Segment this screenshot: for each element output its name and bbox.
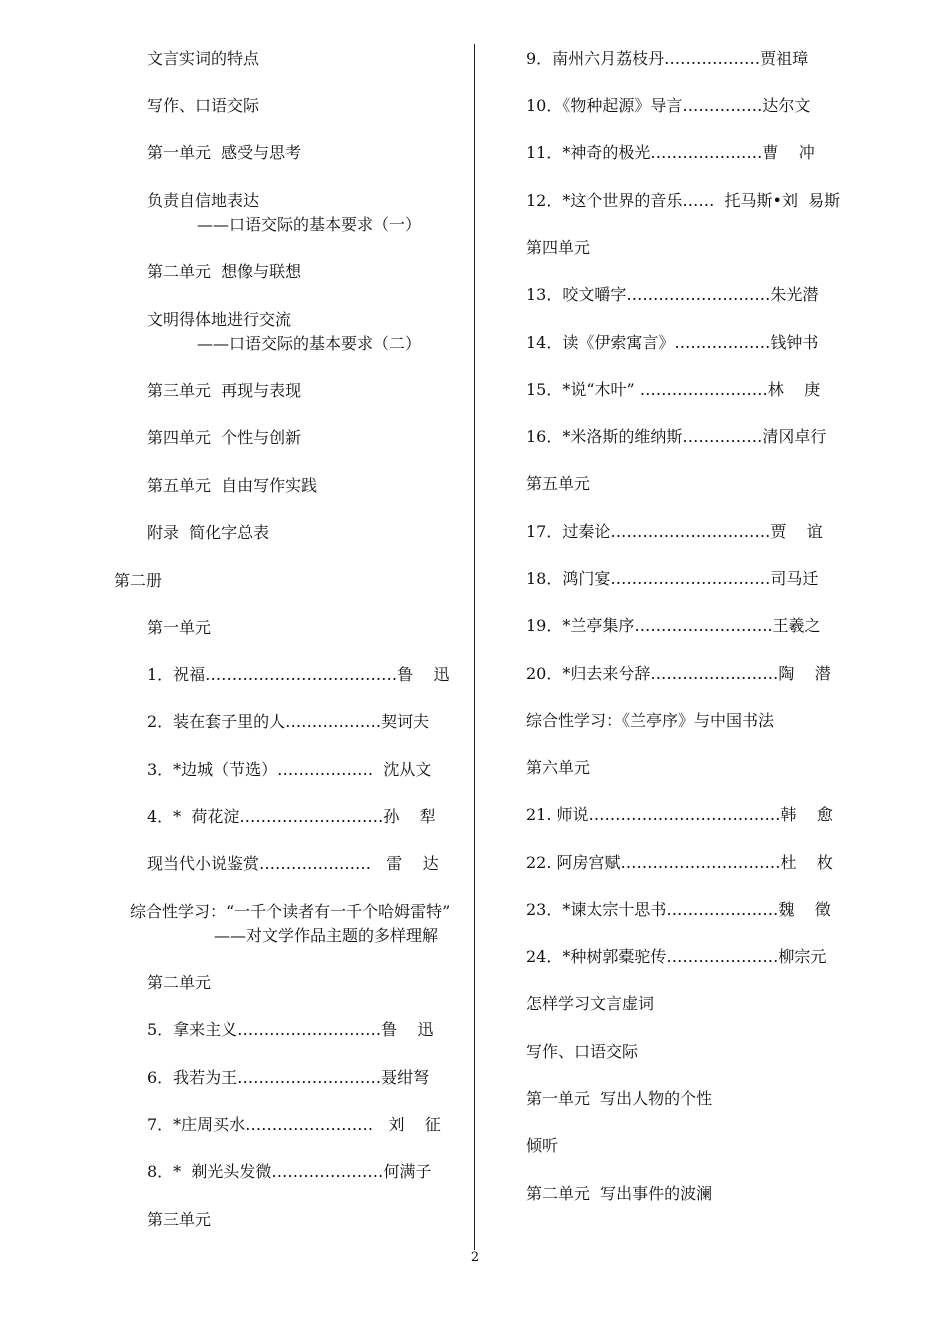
toc-subtitle: ——对文学作品主题的多样理解 — [214, 926, 439, 945]
toc-entry: 怎样学习文言虚词 — [526, 994, 655, 1013]
toc-entry: 第三单元 再现与表现 — [147, 381, 302, 400]
volume-heading: 第二册 — [114, 571, 163, 590]
toc-entry: 20．*归去来兮辞……………………陶 潜 — [526, 664, 831, 683]
toc-entry: 第四单元 个性与创新 — [147, 428, 302, 447]
toc-entry: 23．*谏太宗十思书…………………魏 徵 — [526, 900, 831, 919]
toc-entry: 第五单元 自由写作实践 — [147, 476, 318, 495]
toc-entry: 19．*兰亭集序……………………..王羲之 — [526, 616, 821, 635]
unit-heading: 第四单元 — [526, 238, 591, 257]
unit-heading: 第五单元 — [526, 474, 591, 493]
toc-entry: 7．*庄周买水…………………… 刘 征 — [147, 1115, 441, 1134]
toc-entry: 21. 师说………………………………韩 愈 — [526, 805, 833, 824]
toc-entry: 综合性学习：“一千个读者有一千个哈姆雷特” — [130, 902, 451, 921]
toc-subtitle: ——口语交际的基本要求（二） — [197, 334, 422, 353]
toc-entry: 5．拿来主义………………………鲁 迅 — [147, 1020, 434, 1039]
toc-entry: 22. 阿房宫赋…………………………杜 枚 — [526, 853, 833, 872]
toc-entry: 负责自信地表达 — [147, 191, 260, 210]
unit-heading: 第三单元 — [147, 1210, 212, 1229]
toc-entry: 第一单元 感受与思考 — [147, 143, 302, 162]
toc-entry: 写作、口语交际 — [147, 96, 260, 115]
toc-entry: 2．装在套子里的人………………契诃夫 — [147, 712, 430, 731]
toc-entry: 12．*这个世界的音乐…… 托马斯•刘 易斯 — [526, 191, 841, 210]
toc-entry: 6．我若为王………………………聂绀弩 — [147, 1068, 430, 1087]
toc-entry: 现当代小说鉴赏………………… 雷 达 — [147, 854, 439, 873]
toc-entry: 16．*米洛斯的维纳斯……………清冈卓行 — [526, 427, 827, 446]
toc-entry: 24．*种树郭橐驼传…………………柳宗元 — [526, 947, 827, 966]
toc-entry: 第一单元 写出人物的个性 — [526, 1089, 713, 1108]
toc-entry: 15．*说“木叶” ……………………林 庚 — [526, 380, 821, 399]
toc-entry: 13．咬文嚼字………………………朱光潜 — [526, 285, 819, 304]
toc-entry: 综合性学习：《兰亭序》与中国书法 — [526, 711, 775, 730]
toc-entry: 1．祝福………………………………鲁 迅 — [147, 665, 450, 684]
toc-entry: 18．鸿门宴…………………………司马迁 — [526, 569, 819, 588]
toc-entry: 14．读《伊索寓言》………………钱钟书 — [526, 333, 819, 352]
unit-heading: 第六单元 — [526, 758, 591, 777]
unit-heading: 第二单元 — [147, 973, 212, 992]
toc-entry: 文明得体地进行交流 — [147, 310, 292, 329]
unit-heading: 第一单元 — [147, 618, 212, 637]
toc-entry: 第二单元 写出事件的波澜 — [526, 1184, 713, 1203]
toc-entry: 8．* 剃光头发微…………………何满子 — [147, 1162, 432, 1181]
toc-entry: 11．*神奇的极光…………………曹 冲 — [526, 143, 815, 162]
toc-entry: 4．* 荷花淀………………………孙 犁 — [147, 807, 436, 826]
toc-entry: 10．《物种起源》导言……………达尔文 — [526, 96, 811, 115]
column-divider — [474, 44, 475, 1250]
toc-subtitle: ——口语交际的基本要求（一） — [197, 215, 422, 234]
toc-entry: 3．*边城（节选）……………… 沈从文 — [147, 760, 432, 779]
toc-entry: 倾听 — [526, 1136, 559, 1155]
toc-entry: 写作、口语交际 — [526, 1042, 639, 1061]
toc-entry: 文言实词的特点 — [147, 49, 260, 68]
toc-entry: 第二单元 想像与联想 — [147, 262, 302, 281]
toc-entry: 17．过秦论…………………………贾 谊 — [526, 522, 823, 541]
toc-entry: 附录 简化字总表 — [147, 523, 270, 542]
toc-entry: 9．南州六月荔枝丹………………贾祖璋 — [526, 49, 809, 68]
page-number: 2 — [470, 1250, 480, 1265]
